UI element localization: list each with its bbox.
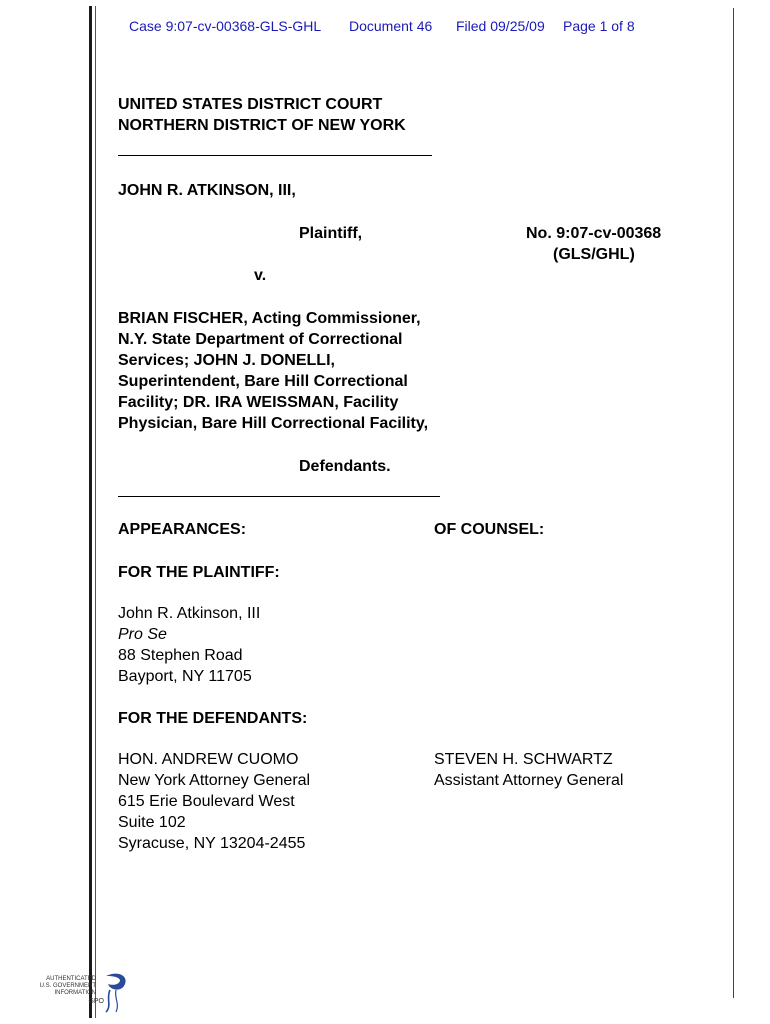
margin-rule-left xyxy=(89,6,92,1018)
case-number: No. 9:07-cv-00368 xyxy=(526,225,662,242)
plaintiff-address-line: Bayport, NY 11705 xyxy=(118,668,252,685)
plaintiff-address-line: John R. Atkinson, III xyxy=(118,605,261,622)
logo-text-line: AUTHENTICATED xyxy=(46,976,96,982)
defendants-line: Superintendent, Bare Hill Correctional xyxy=(118,373,408,390)
defendants-counsel-address: Syracuse, NY 13204-2455 xyxy=(118,835,306,852)
of-counsel-heading: OF COUNSEL: xyxy=(434,521,545,538)
case-judges: (GLS/GHL) xyxy=(553,246,635,263)
plaintiff-role: Plaintiff, xyxy=(299,225,363,242)
versus: v. xyxy=(254,267,267,284)
logo-text-line: INFORMATION xyxy=(54,990,96,996)
defendants-of-counsel: STEVEN H. SCHWARTZ xyxy=(434,751,613,768)
caption-rule-top xyxy=(118,155,432,156)
caption-rule-bottom xyxy=(118,496,440,497)
margin-rule-left-thin xyxy=(95,6,96,1018)
header-document: Document 46 xyxy=(349,18,433,34)
defendants-line: Physician, Bare Hill Correctional Facility, xyxy=(118,415,429,432)
margin-rule-right xyxy=(733,8,734,998)
logo-text-line: GPO xyxy=(88,998,104,1005)
defendants-counsel-address: HON. ANDREW CUOMO xyxy=(118,751,299,768)
defendants-role: Defendants. xyxy=(299,458,391,475)
defendants-line: N.Y. State Department of Correctional xyxy=(118,331,403,348)
logo-text-line: U.S. GOVERNMENT xyxy=(39,983,96,989)
defendants-line: BRIAN FISCHER, Acting Commissioner, xyxy=(118,310,421,327)
header-filed-date: Filed 09/25/09 xyxy=(456,18,545,34)
header-page: Page 1 of 8 xyxy=(563,18,635,34)
appearances-heading: APPEARANCES: xyxy=(118,521,247,538)
court-name: UNITED STATES DISTRICT COURT xyxy=(118,96,383,113)
defendants-counsel-address: Suite 102 xyxy=(118,814,186,831)
header-case-number: Case 9:07-cv-00368-GLS-GHL xyxy=(129,18,322,34)
plaintiff-pro-se: Pro Se xyxy=(118,626,167,643)
defendants-line: Facility; DR. IRA WEISSMAN, Facility xyxy=(118,394,399,411)
plaintiff-address-line: 88 Stephen Road xyxy=(118,647,243,664)
plaintiff-name: JOHN R. ATKINSON, III, xyxy=(118,182,296,199)
gpo-eagle-icon xyxy=(96,970,132,1014)
defendants-counsel-address: New York Attorney General xyxy=(118,772,311,789)
for-defendants-heading: FOR THE DEFENDANTS: xyxy=(118,710,308,727)
for-plaintiff-heading: FOR THE PLAINTIFF: xyxy=(118,564,280,581)
defendants-of-counsel: Assistant Attorney General xyxy=(434,772,624,789)
defendants-counsel-address: 615 Erie Boulevard West xyxy=(118,793,295,810)
gpo-authentication-logo xyxy=(39,970,134,1016)
defendants-line: Services; JOHN J. DONELLI, xyxy=(118,352,335,369)
court-district: NORTHERN DISTRICT OF NEW YORK xyxy=(118,117,406,134)
